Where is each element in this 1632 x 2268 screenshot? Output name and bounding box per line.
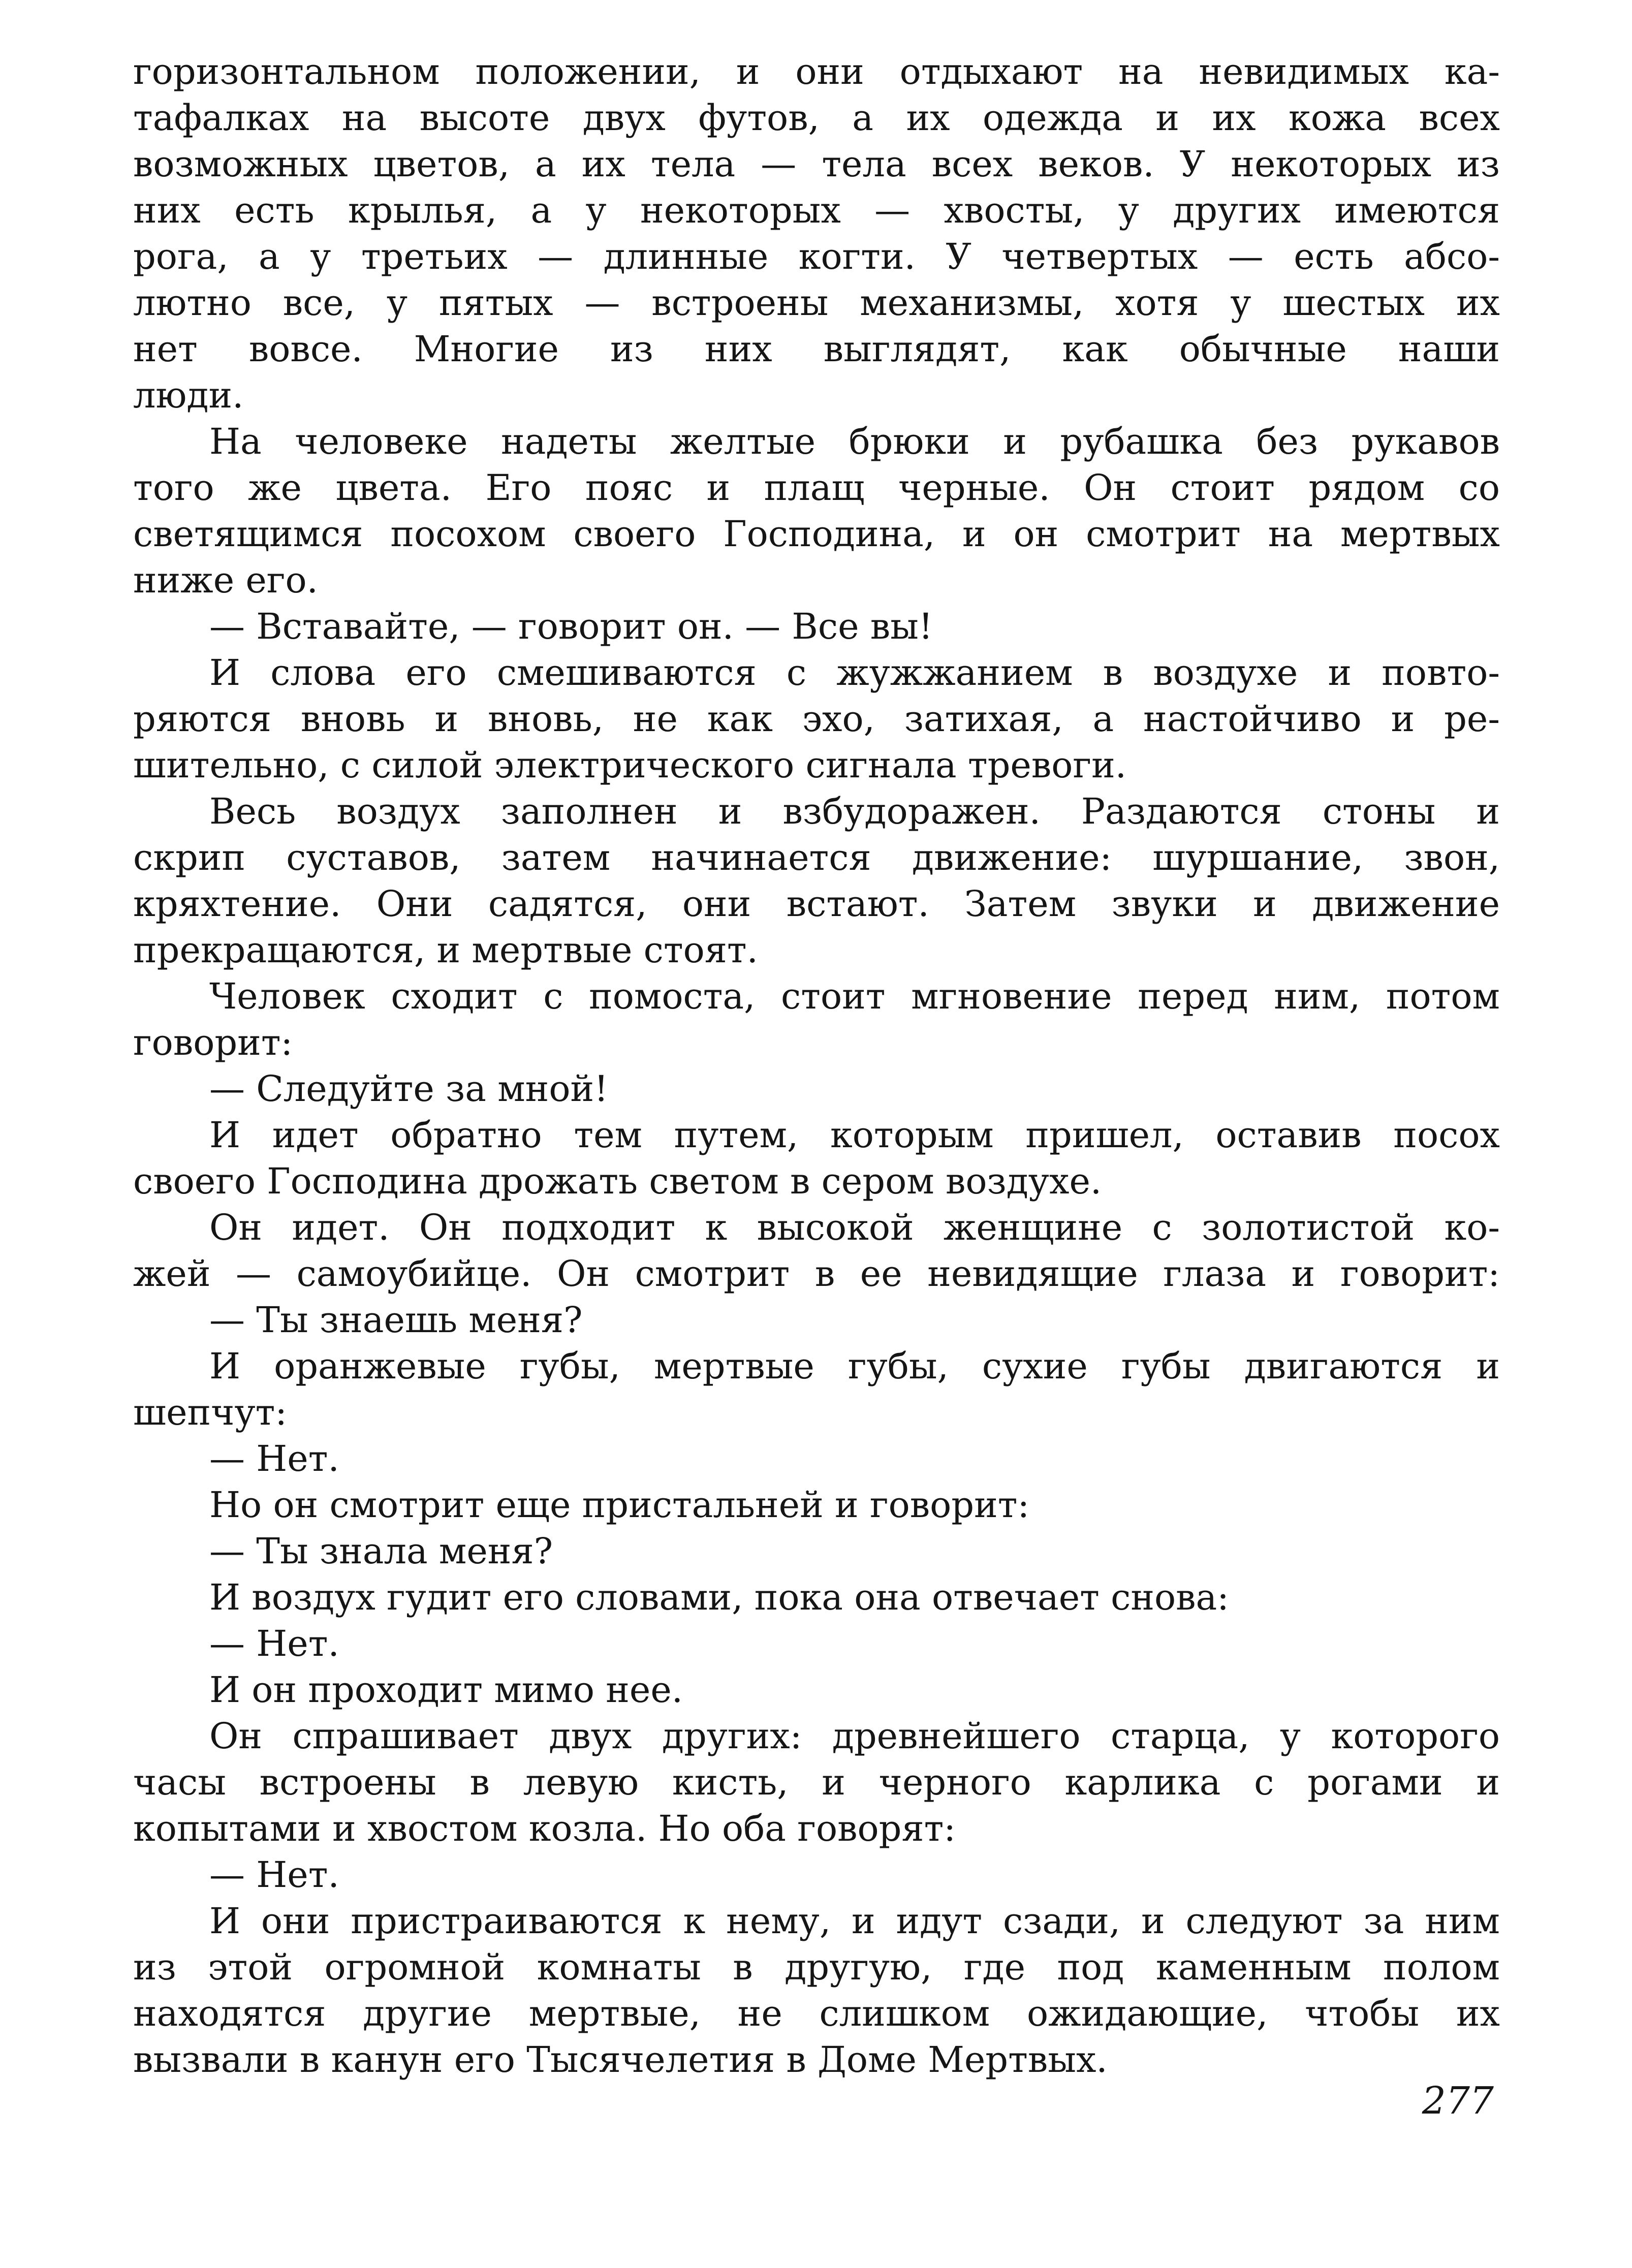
- dialogue-line: — Нет.: [209, 1854, 339, 1896]
- text-line: шительно, с силой электрического сигнала тревоги.: [133, 744, 1126, 786]
- text-line: шепчут:: [133, 1392, 287, 1433]
- paragraph-first-line: И слова его смешиваются с жужжанием в воздухе и повто-: [209, 652, 1500, 694]
- paragraph-first-line: И они пристраиваются к нему, и идут сзади, и следуют за ним: [209, 1900, 1500, 1942]
- text-line: жей — самоубийце. Он смотрит в ее невидящие глаза и говорит:: [133, 1253, 1500, 1295]
- paragraph-first-line: Он спрашивает двух других: древнейшего старца, у которого: [209, 1715, 1500, 1757]
- paragraph-first-line: На человеке надеты желтые брюки и рубашка без рукавов: [209, 421, 1500, 462]
- text-line: рога, а у третьих — длинные когти. У четвертых — есть абсо-: [133, 236, 1500, 277]
- text-line: из этой огромной комнаты в другую, где под каменным полом: [133, 1946, 1500, 1988]
- text-line: вызвали в канун его Тысячелетия в Доме Мертвых.: [133, 2039, 1108, 2081]
- dialogue-line: — Ты знаешь меня?: [209, 1299, 583, 1341]
- paragraph-first-line: Но он смотрит еще пристальней и говорит:: [209, 1484, 1030, 1526]
- dialogue-line: — Нет.: [209, 1623, 339, 1664]
- paragraph-first-line: И воздух гудит его словами, пока она отвечает снова:: [209, 1577, 1229, 1618]
- text-line: прекращаются, и мертвые стоят.: [133, 929, 758, 971]
- paragraph-first-line: Он идет. Он подходит к высокой женщине с золотистой ко-: [209, 1207, 1500, 1248]
- text-line: говорит:: [133, 1022, 293, 1063]
- paragraph-first-line: И идет обратно тем путем, которым пришел, оставив посох: [209, 1114, 1500, 1156]
- text-line: нет вовсе. Многие из них выглядят, как обычные наши: [133, 328, 1500, 370]
- text-line: кряхтение. Они садятся, они встают. Затем звуки и движение: [133, 883, 1500, 925]
- paragraph-first-line: И он проходит мимо нее.: [209, 1669, 683, 1711]
- text-line: ряются вновь и вновь, не как эхо, затихая, а настойчиво и ре-: [133, 698, 1500, 740]
- text-line: того же цвета. Его пояс и плащ черные. Он стоит рядом со: [133, 467, 1500, 509]
- body-text: [133, 49, 1500, 2083]
- text-line: горизонтальном положении, и они отдыхают на невидимых ка-: [133, 51, 1500, 92]
- text-line: находятся другие мертвые, не слишком ожидающие, чтобы их: [133, 1993, 1500, 2034]
- text-line: часы встроены в левую кисть, и черного карлика с рогами и: [133, 1761, 1500, 1803]
- text-line: тафалках на высоте двух футов, а их одежда и их кожа всех: [133, 97, 1500, 139]
- paragraph-first-line: Весь воздух заполнен и взбудоражен. Раздаются стоны и: [209, 791, 1500, 832]
- text-line: люди.: [133, 374, 244, 416]
- paragraph-first-line: И оранжевые губы, мертвые губы, сухие губы двигаются и: [209, 1345, 1500, 1387]
- text-line: возможных цветов, а их тела — тела всех веков. У некоторых из: [133, 143, 1500, 185]
- paragraph-first-line: Человек сходит с помоста, стоит мгновение перед ним, потом: [209, 975, 1500, 1017]
- text-line: лютно все, у пятых — встроены механизмы, хотя у шестых их: [133, 282, 1500, 324]
- text-line: них есть крылья, а у некоторых — хвосты, у других имеются: [133, 190, 1500, 231]
- page-number: 277: [1422, 2079, 1494, 2123]
- dialogue-line: — Вставайте, — говорит он. — Все вы!: [209, 606, 933, 647]
- text-line: копытами и хвостом козла. Но оба говорят:: [133, 1808, 956, 1849]
- text-line: светящимся посохом своего Господина, и он смотрит на мертвых: [133, 513, 1500, 555]
- dialogue-line: — Ты знала меня?: [209, 1530, 553, 1572]
- text-line: скрип суставов, затем начинается движение: шуршание, звон,: [133, 837, 1500, 878]
- dialogue-line: — Нет.: [209, 1438, 339, 1479]
- text-line: своего Господина дрожать светом в сером воздухе.: [133, 1160, 1102, 1202]
- dialogue-line: — Следуйте за мной!: [209, 1068, 609, 1110]
- text-line: ниже его.: [133, 559, 318, 601]
